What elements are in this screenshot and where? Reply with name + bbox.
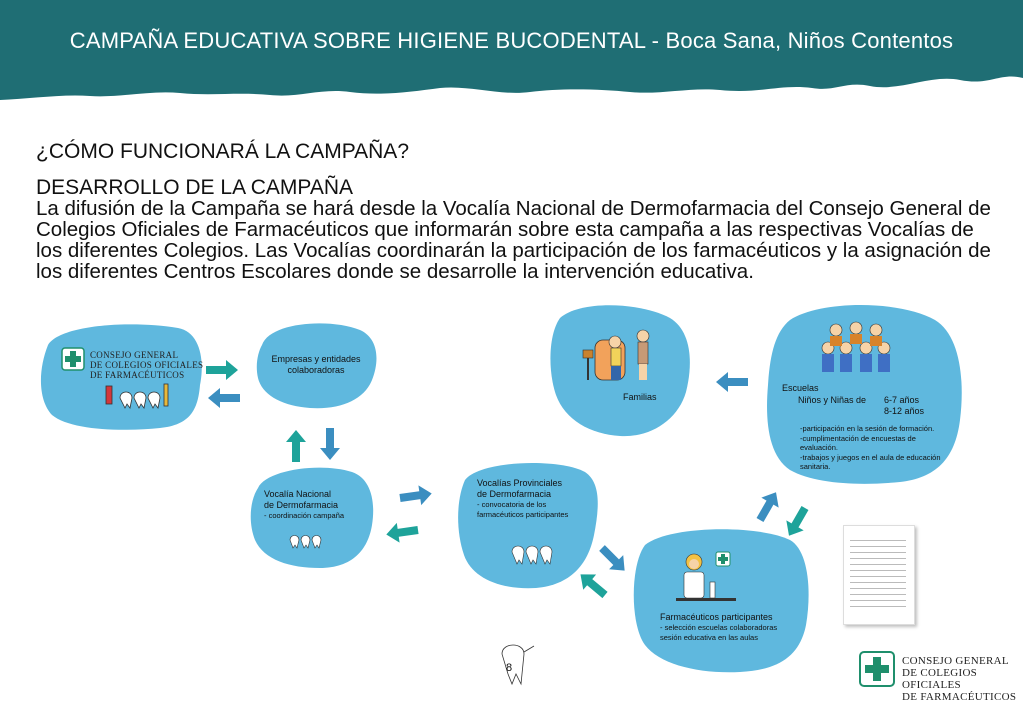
logo-line1: CONSEJO GENERAL (90, 350, 179, 360)
node-escuelas-title: Escuelas (782, 383, 819, 393)
escuelas-bullet-2: -cumplimentación de encuestas de evaluación. (800, 433, 916, 452)
node-familias-label: Familias (623, 392, 657, 402)
provinciales-title2: de Dermofarmacia (477, 489, 552, 499)
provinciales-detail1: - convocatoria de los (477, 500, 547, 509)
provinciales-detail2: farmacéuticos participantes (477, 509, 569, 519)
farmaceuticos-detail1: - selección escuelas colaboradoras (660, 623, 778, 632)
cross-logo-icon (62, 348, 84, 370)
logo-bottom-line2: DE COLEGIOS OFICIALES (902, 667, 978, 691)
farmaceuticos-detail2: sesión educativa en las aulas (660, 632, 758, 642)
consejo-logo-bottom-text (902, 655, 1023, 703)
section-subtitle: DESARROLLO DE LA CAMPAÑA (36, 176, 354, 199)
arrow-farmaceuticos-to-provinciales (574, 567, 611, 603)
escuelas-bullet-1: -participación en la sesión de formación. (800, 424, 935, 433)
arrow-consejo-to-empresas (206, 360, 238, 380)
node-vocalia-nacional (264, 489, 344, 521)
node-escuelas-bullets (800, 424, 955, 472)
node-vocalias-provinciales (477, 478, 568, 519)
escuelas-bullet-3: -trabajos y juegos en el aula de educación sanitaria. (800, 452, 941, 471)
arrow-down-to-nacional (320, 428, 340, 460)
node-escuelas-age1: 6-7 años (884, 395, 920, 405)
node-escuelas-age2: 8-12 años (884, 406, 925, 416)
arrow-nacional-to-provinciales (399, 484, 433, 508)
arrow-escuelas-to-farmaceuticos (780, 503, 813, 541)
page-header-title: CAMPAÑA EDUCATIVA SOBRE HIGIENE BUCODENTAL - Boca Sana, Niños Contentos (69, 28, 954, 53)
node-escuelas-ninos: Niños y Niñas de (798, 395, 867, 405)
logo-bottom-line1: CONSEJO GENERAL (902, 655, 1009, 667)
node-farmaceuticos (660, 612, 777, 642)
logo-bottom-line3: DE FARMACÉUTICOS (902, 691, 1017, 703)
logo-line3: DE FARMACÉUTICOS (90, 370, 185, 380)
vocalia-nacional-title2: de Dermofarmacia (264, 500, 339, 510)
node-empresas-label: Empresas y entidades colaboradoras (271, 354, 361, 375)
arrow-escuelas-to-familias (716, 372, 748, 392)
section-body: La difusión de la Campaña se hará desde la Vocalía Nacional de Dermofarmacia del Consejo General de Colegios Oficiales de Farmacéuticos que informarán sobre esta campaña a las respectivas Vocalías de los diferentes Colegios. Las Vocalías coordinarán la participación de los farmacéuticos y la asignación de los diferentes Centros Escolares donde se desarrolle la intervención educativa. (36, 197, 991, 283)
vocalia-nacional-title1: Vocalía Nacional (264, 489, 332, 499)
arrow-provinciales-to-farmaceuticos (595, 541, 632, 578)
vocalia-nacional-detail: - coordinación campaña (264, 511, 345, 520)
provinciales-title1: Vocalías Provinciales (477, 478, 563, 488)
consejo-logo-text (90, 350, 203, 380)
arrow-farmaceuticos-to-escuelas (751, 487, 784, 525)
page-number: 8 (506, 662, 513, 674)
arrow-empresas-to-consejo (208, 388, 240, 408)
arrow-up-to-empresas (286, 430, 306, 462)
farmaceuticos-title: Farmacéuticos participantes (660, 612, 773, 622)
arrow-provinciales-to-nacional (385, 520, 419, 544)
section-question: ¿CÓMO FUNCIONARÁ LA CAMPAÑA? (36, 140, 409, 163)
logo-line2: DE COLEGIOS OFICIALES (90, 360, 204, 370)
tooth-characters-provinciales-icon (512, 546, 552, 564)
survey-sheet (843, 525, 915, 625)
consejo-logo-bottom-icon (860, 652, 894, 686)
